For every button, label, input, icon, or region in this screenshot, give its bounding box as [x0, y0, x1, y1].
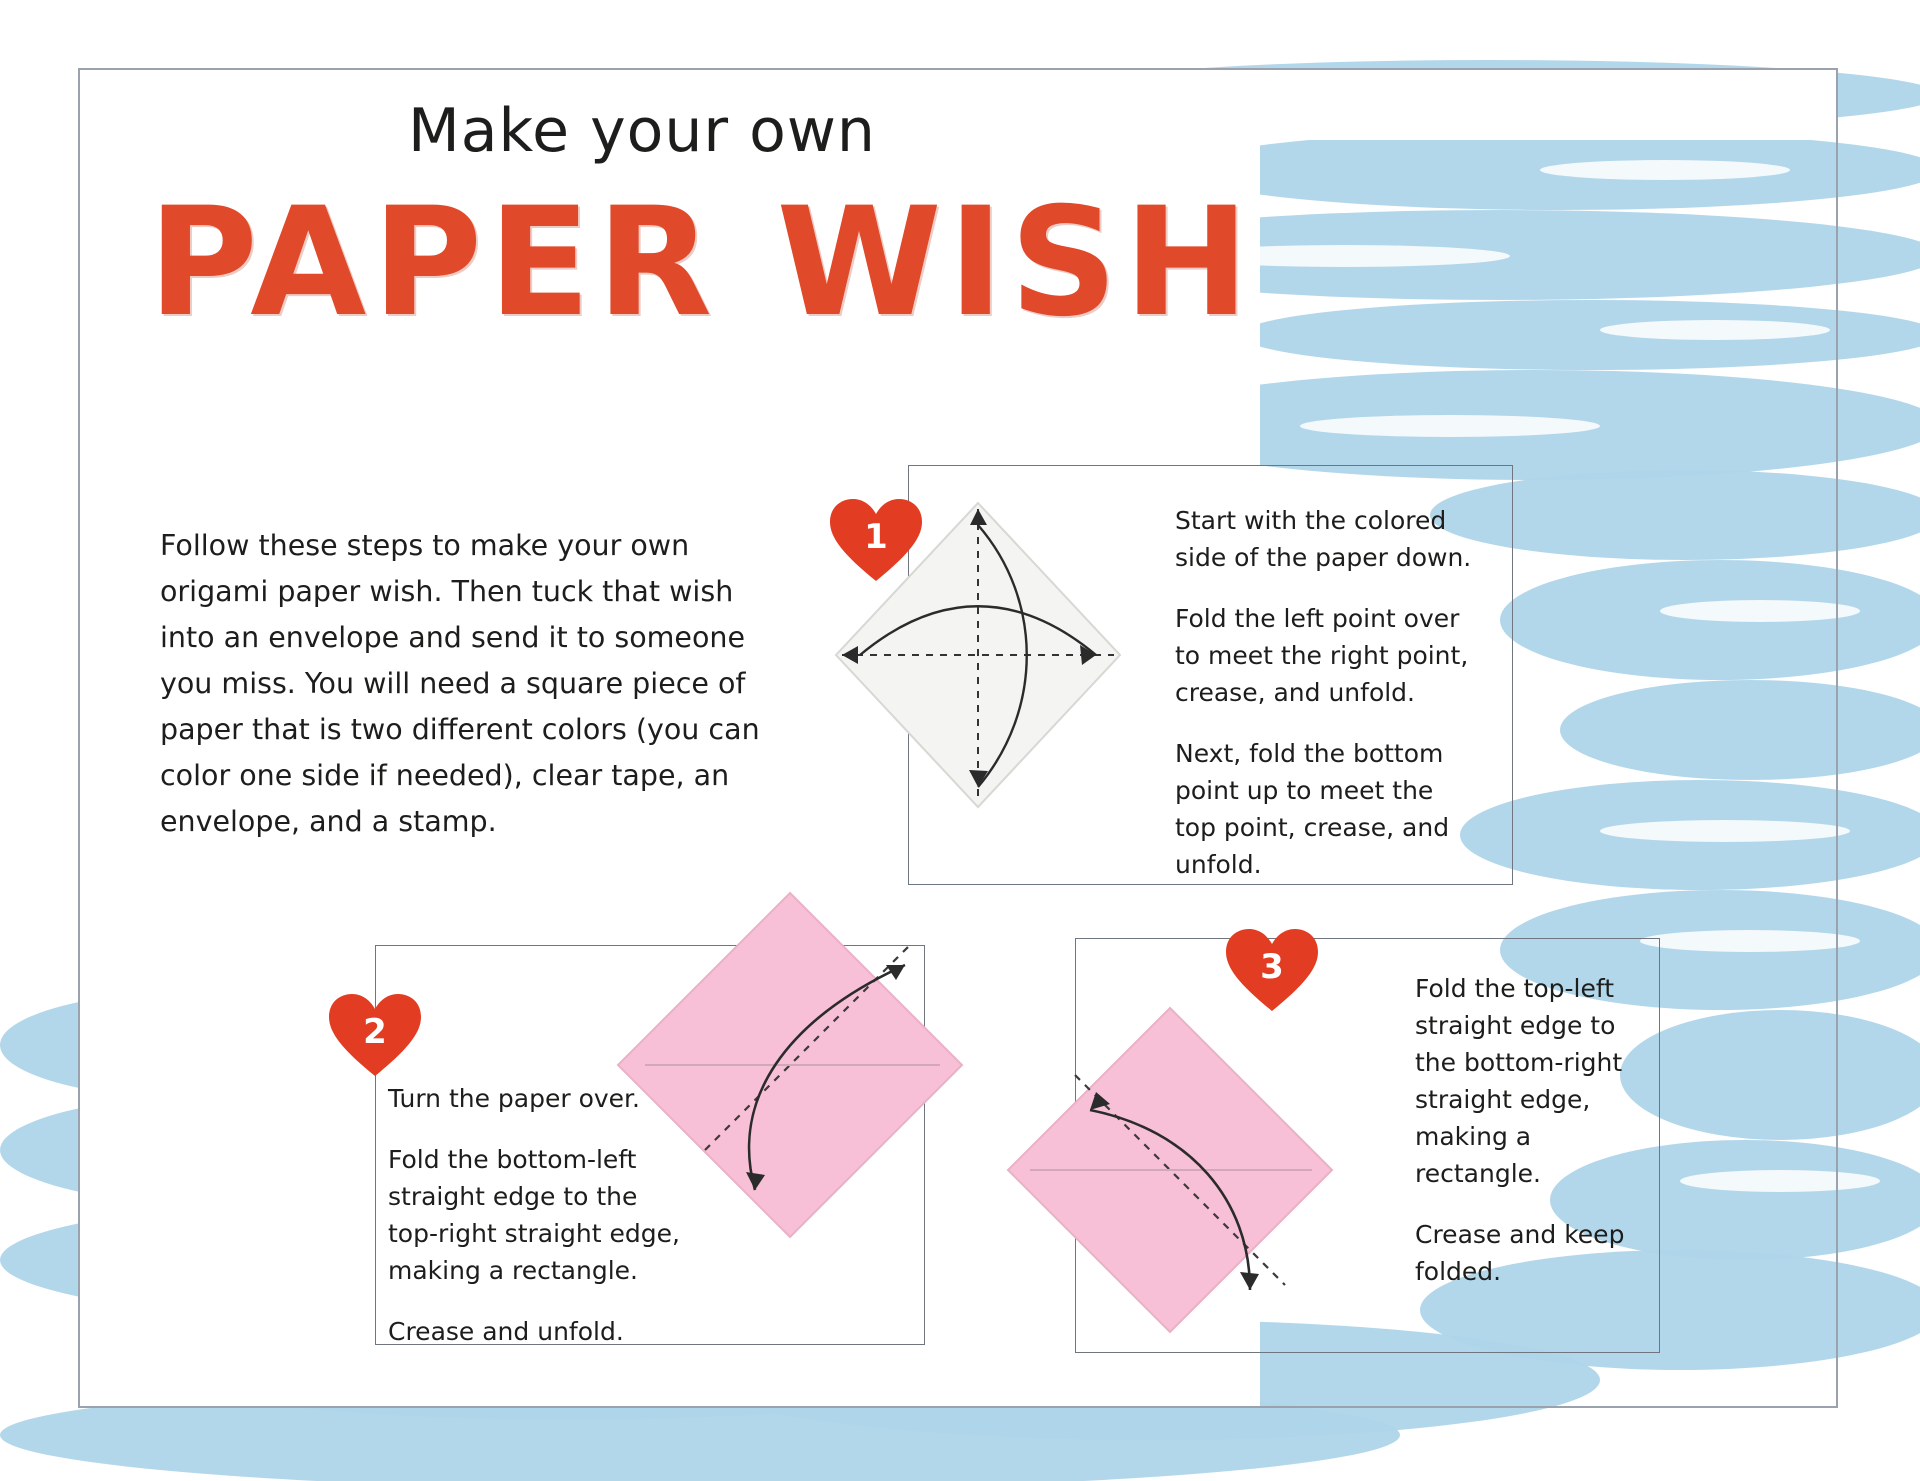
step-badge-2: [325, 990, 425, 1080]
step-number-1: 1: [864, 517, 888, 557]
page-title: PAPER WISH: [148, 176, 1256, 350]
intro-paragraph: Follow these steps to make your own origami paper wish. Then tuck that wish into an envelope and send it to someone you miss. You will need a square piece of paper that is two different colors (you can color one side if needed), clear tape, an envelope, and a stamp.: [160, 529, 760, 838]
step-2-paragraph-2: Fold the bottom-left straight edge to the top-right straight edge, making a rectangle.: [388, 1145, 680, 1285]
step-text-1: [1175, 502, 1475, 883]
step-number-2: 2: [363, 1012, 387, 1052]
step-2-paragraph-1: Turn the paper over.: [388, 1084, 640, 1113]
step-3-paragraph-2: Crease and keep folded.: [1415, 1220, 1625, 1286]
step-2-paragraph-3: Crease and unfold.: [388, 1317, 624, 1346]
origami-diagram-step-3: [1000, 1000, 1340, 1340]
step-number-3: 3: [1260, 947, 1284, 987]
step-1-paragraph-2: Fold the left point over to meet the right point, crease, and unfold.: [1175, 604, 1469, 707]
step-text-3: [1415, 970, 1630, 1290]
white-top-strip: [80, 70, 1836, 140]
step-3-paragraph-1: Fold the top-left straight edge to the bottom-right straight edge, making a rectangle.: [1415, 974, 1623, 1188]
step-badge-1: [826, 495, 926, 585]
subtitle-make-your-own: Make your own: [408, 96, 876, 166]
step-1-paragraph-1: Start with the colored side of the paper down.: [1175, 506, 1472, 572]
step-1-paragraph-3: Next, fold the bottom point up to meet the top point, crease, and unfold.: [1175, 739, 1450, 879]
origami-diagram-step-2: [610, 885, 970, 1245]
step-badge-3: [1222, 925, 1322, 1015]
